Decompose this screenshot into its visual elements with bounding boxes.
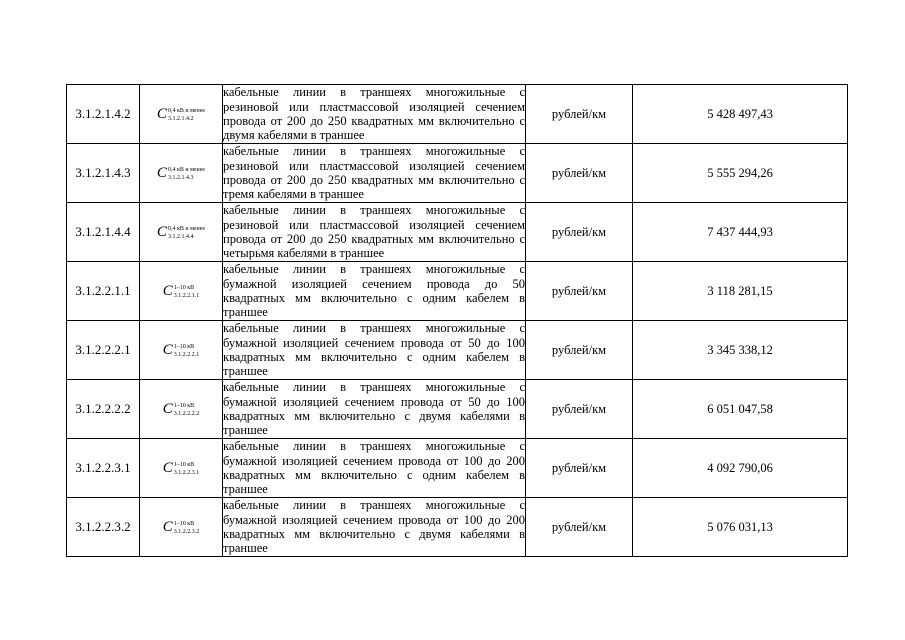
row-code: 3.1.2.2.3.2 bbox=[67, 498, 140, 557]
table-row bbox=[67, 85, 848, 144]
rate-symbol-sub: 3.1.2.2.1.1 bbox=[173, 292, 200, 299]
tariff-table-body bbox=[67, 85, 848, 557]
rate-symbol-sub: 3.1.2.1.4.3 bbox=[167, 174, 194, 181]
row-unit: рублей/км bbox=[526, 498, 633, 557]
tariff-table bbox=[66, 84, 848, 557]
table-row bbox=[67, 203, 848, 262]
row-unit: рублей/км bbox=[526, 144, 633, 203]
row-code: 3.1.2.2.2.2 bbox=[67, 380, 140, 439]
row-description: кабельные линии в траншеях многожильные с бумажной изоляцией сечением провода от 50 до 100 квадратных мм включительно с одним кабелем в траншее bbox=[223, 321, 525, 379]
rate-symbol-sub: 3.1.2.1.4.2 bbox=[167, 115, 194, 122]
rate-symbol: C 1–10 кВ 3.1.2.2.3.1 bbox=[140, 439, 223, 498]
row-value: 7 437 444,93 bbox=[633, 203, 848, 262]
row-unit: рублей/км bbox=[526, 203, 633, 262]
rate-symbol-sup: 1–10 кВ bbox=[173, 520, 195, 527]
row-value: 5 428 497,43 bbox=[633, 85, 848, 144]
rate-symbol-sup: 1–10 кВ bbox=[173, 343, 195, 350]
table-row bbox=[67, 144, 848, 203]
row-description: кабельные линии в траншеях многожильные с бумажной изоляцией сечением провода от 100 до 200 квадратных мм включительно с двумя кабелями в траншее bbox=[223, 498, 525, 556]
rate-symbol: C 1–10 кВ 3.1.2.2.1.1 bbox=[140, 262, 223, 321]
rate-symbol-sub: 3.1.2.2.3.1 bbox=[173, 469, 200, 476]
row-unit: рублей/км bbox=[526, 321, 633, 380]
table-row bbox=[67, 498, 848, 557]
row-code: 3.1.2.1.4.2 bbox=[67, 85, 140, 144]
rate-symbol-sub: 3.1.2.2.3.2 bbox=[173, 528, 200, 535]
rate-symbol-sup: 0,4 кВ и менее bbox=[167, 225, 206, 232]
rate-symbol: C 0,4 кВ и менее 3.1.2.1.4.2 bbox=[140, 85, 223, 144]
row-code: 3.1.2.2.2.1 bbox=[67, 321, 140, 380]
row-description: кабельные линии в траншеях многожильные с бумажной изоляцией сечением провода от 100 до 200 квадратных мм включительно с одним кабелем в траншее bbox=[223, 439, 525, 497]
row-value: 5 076 031,13 bbox=[633, 498, 848, 557]
row-code: 3.1.2.2.1.1 bbox=[67, 262, 140, 321]
rate-symbol: C 1–10 кВ 3.1.2.2.2.1 bbox=[140, 321, 223, 380]
row-description: кабельные линии в траншеях многожильные с резиновой или пластмассовой изоляцией сечением провода от 200 до 250 квадратных мм включительно с тремя кабелями в траншее bbox=[223, 144, 525, 202]
row-unit: рублей/км bbox=[526, 262, 633, 321]
table-row bbox=[67, 439, 848, 498]
rate-symbol-sup: 0,4 кВ и менее bbox=[167, 107, 206, 114]
rate-symbol: C 1–10 кВ 3.1.2.2.2.2 bbox=[140, 380, 223, 439]
table-row bbox=[67, 262, 848, 321]
table-row bbox=[67, 380, 848, 439]
row-description: кабельные линии в траншеях многожильные с бумажной изоляцией сечением провода от 50 до 100 квадратных мм включительно с двумя кабелями в траншее bbox=[223, 380, 525, 438]
rate-symbol-sub: 3.1.2.1.4.4 bbox=[167, 233, 194, 240]
row-unit: рублей/км bbox=[526, 85, 633, 144]
row-unit: рублей/км bbox=[526, 380, 633, 439]
row-description: кабельные линии в траншеях многожильные с резиновой или пластмассовой изоляцией сечением провода от 200 до 250 квадратных мм включительно с четырьмя кабелями в траншее bbox=[223, 203, 525, 261]
rate-symbol: C 0,4 кВ и менее 3.1.2.1.4.3 bbox=[140, 144, 223, 203]
row-unit: рублей/км bbox=[526, 439, 633, 498]
row-code: 3.1.2.1.4.4 bbox=[67, 203, 140, 262]
row-value: 3 345 338,12 bbox=[633, 321, 848, 380]
table-row bbox=[67, 321, 848, 380]
rate-symbol-sup: 0,4 кВ и менее bbox=[167, 166, 206, 173]
rate-symbol-sub: 3.1.2.2.2.1 bbox=[173, 351, 200, 358]
rate-symbol-sup: 1–10 кВ bbox=[173, 284, 195, 291]
rate-symbol: C 0,4 кВ и менее 3.1.2.1.4.4 bbox=[140, 203, 223, 262]
rate-symbol-sup: 1–10 кВ bbox=[173, 461, 195, 468]
row-value: 4 092 790,06 bbox=[633, 439, 848, 498]
rate-symbol: C 1–10 кВ 3.1.2.2.3.2 bbox=[140, 498, 223, 557]
row-code: 3.1.2.2.3.1 bbox=[67, 439, 140, 498]
rate-symbol-sup: 1–10 кВ bbox=[173, 402, 195, 409]
row-value: 5 555 294,26 bbox=[633, 144, 848, 203]
rate-symbol-sub: 3.1.2.2.2.2 bbox=[173, 410, 200, 417]
row-description: кабельные линии в траншеях многожильные с резиновой или пластмассовой изоляцией сечением провода от 200 до 250 квадратных мм включительно с двумя кабелями в траншее bbox=[223, 85, 525, 143]
row-description: кабельные линии в траншеях многожильные с бумажной изоляцией сечением провода до 50 квадратных мм включительно с одним кабелем в траншее bbox=[223, 262, 525, 320]
row-value: 3 118 281,15 bbox=[633, 262, 848, 321]
row-code: 3.1.2.1.4.3 bbox=[67, 144, 140, 203]
row-value: 6 051 047,58 bbox=[633, 380, 848, 439]
